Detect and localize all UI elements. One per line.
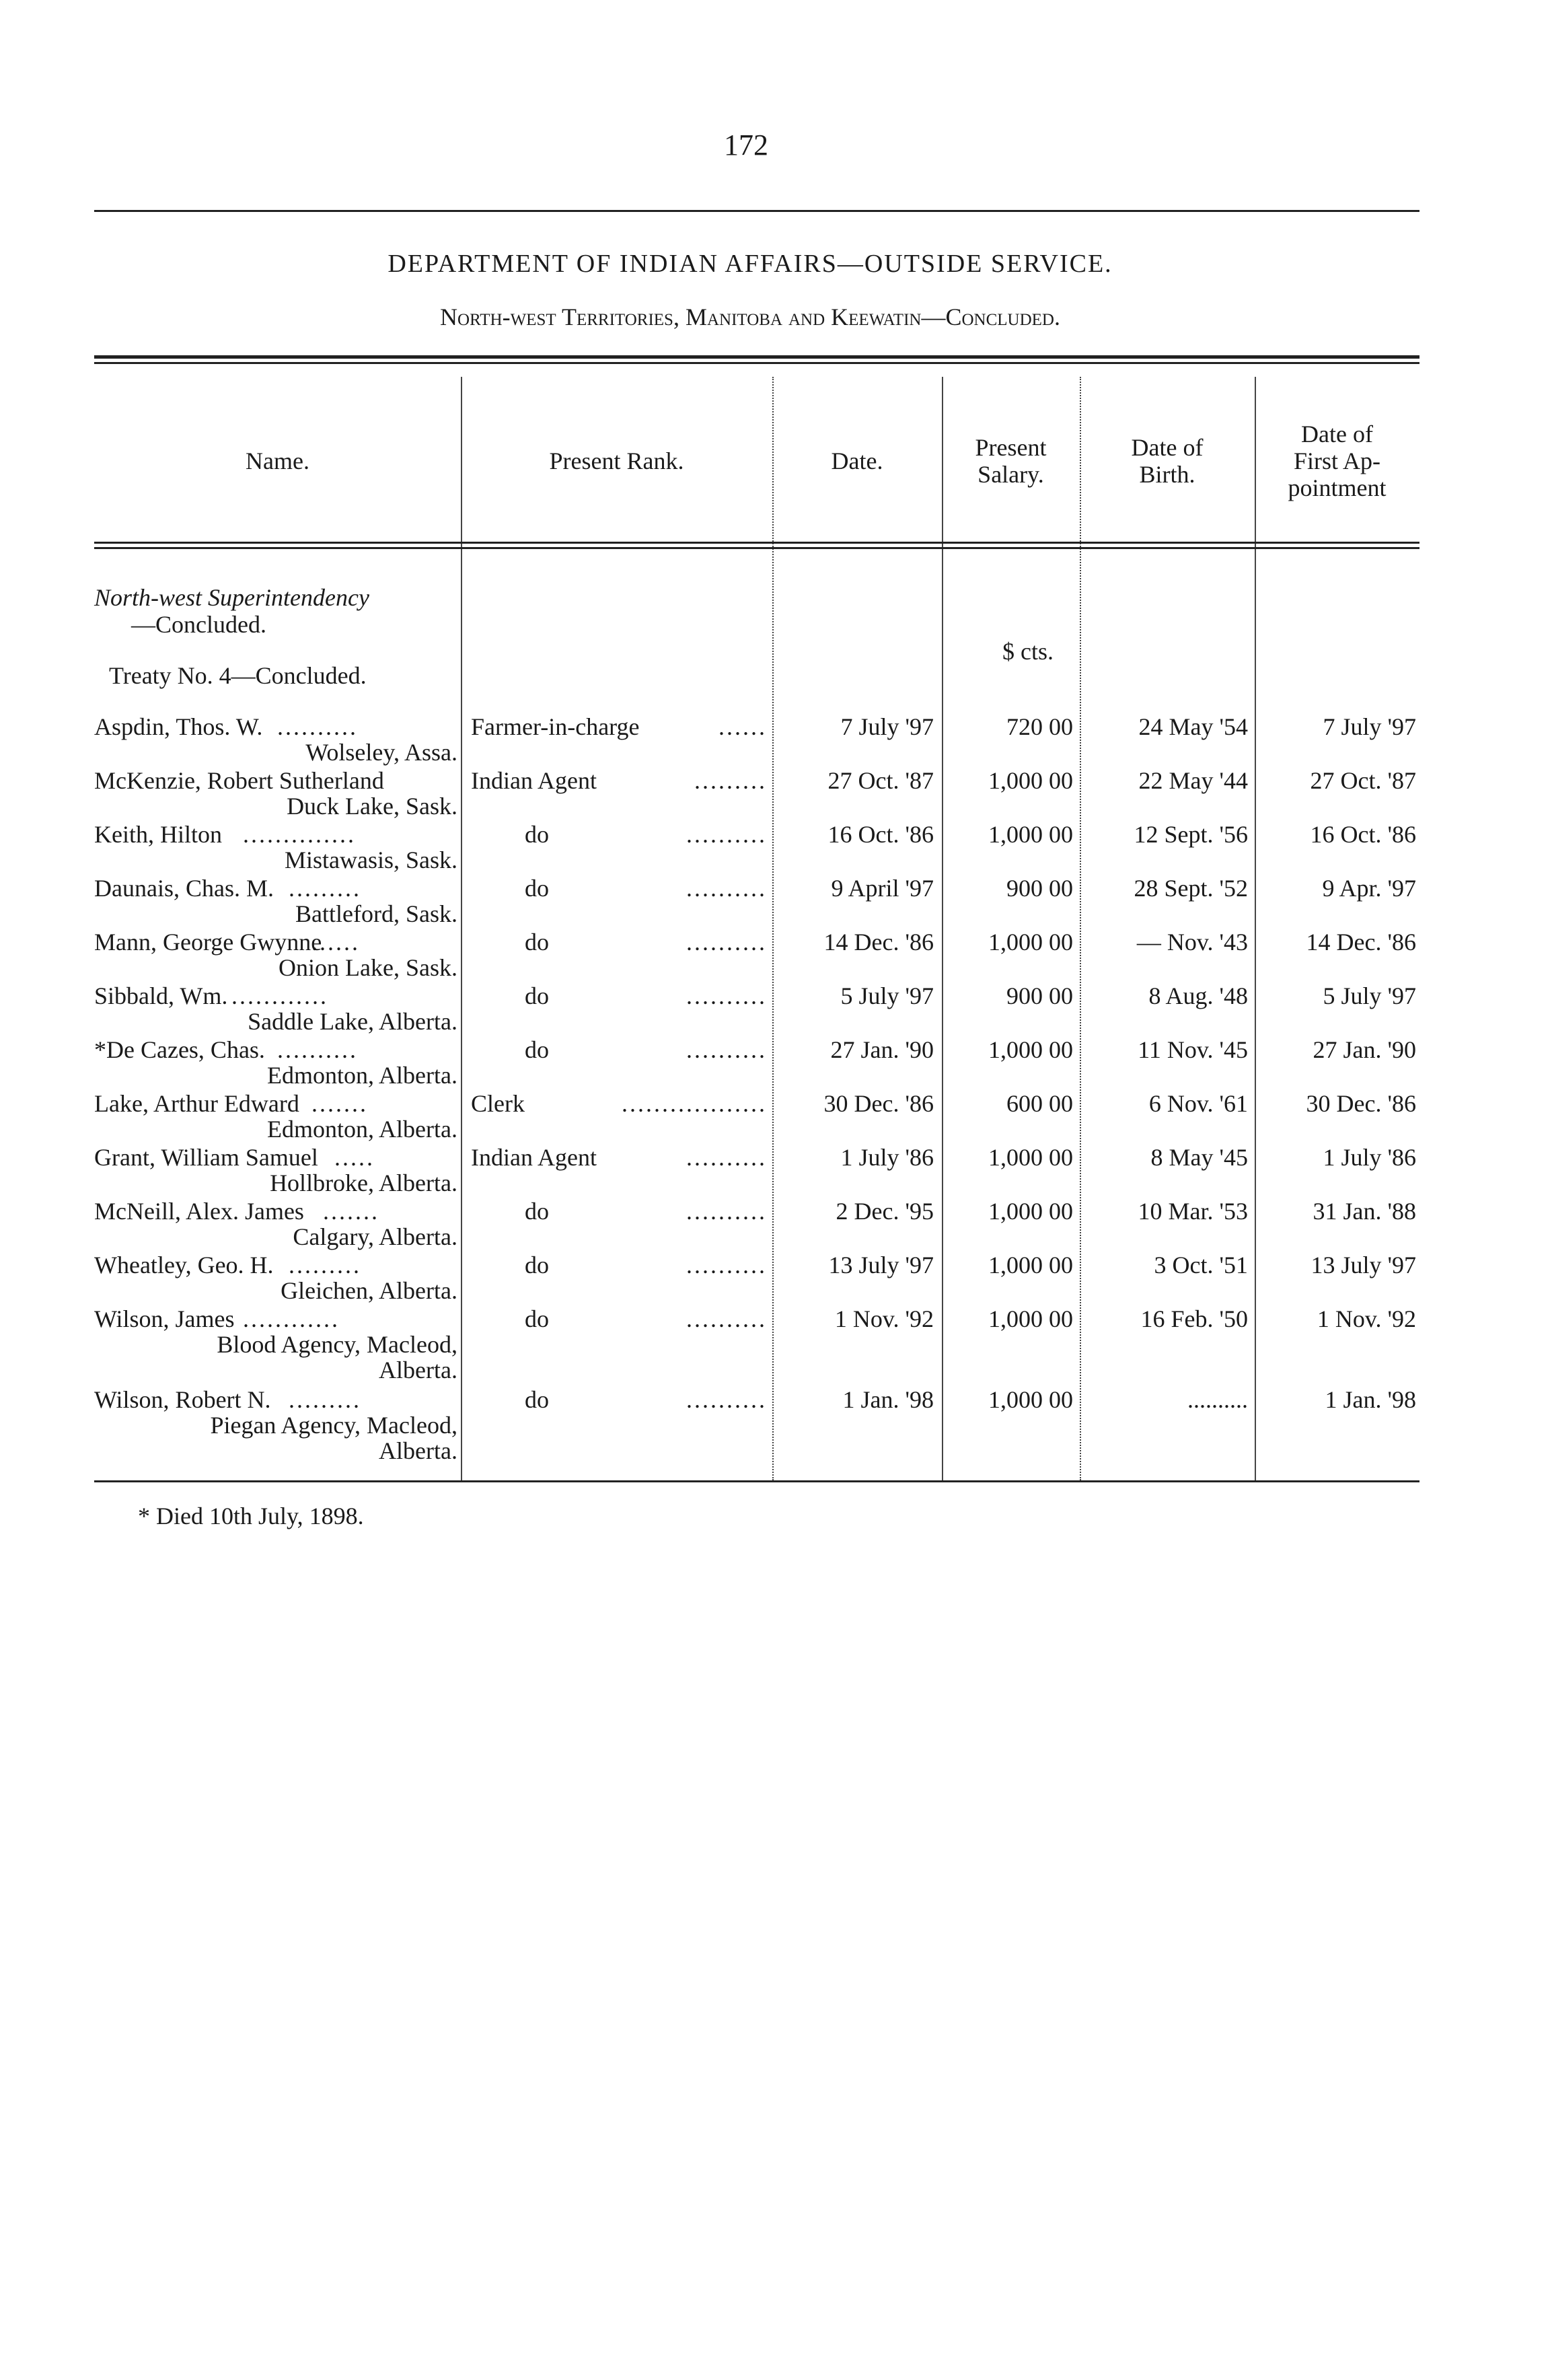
table-top-rule-thin: [94, 362, 1419, 364]
row-birth: 6 Nov. '61: [1148, 1090, 1248, 1117]
row-salary: 1,000 00: [988, 1036, 1073, 1063]
row-birth: 22 May '44: [1138, 767, 1248, 794]
header-appointment-line3: pointment: [1288, 474, 1387, 501]
row-birth: 16 Feb. '50: [1140, 1305, 1248, 1332]
row-salary: 1,000 00: [988, 767, 1073, 794]
table-bottom-rule: [94, 1480, 1419, 1482]
row-name: Daunais, Chas. M.: [94, 875, 274, 902]
row-name-leader: ......: [311, 929, 360, 955]
row-rank-leader: ..........: [686, 1252, 767, 1278]
row-salary: 600 00: [1006, 1090, 1073, 1117]
page-number: 172: [724, 129, 768, 161]
row-appointment: 9 Apr. '97: [1322, 875, 1416, 902]
row-name-leader: .....: [334, 1144, 375, 1171]
row-rank: do: [525, 1305, 549, 1332]
row-salary: 1,000 00: [988, 1144, 1073, 1171]
row-rank-leader: ..........: [686, 1198, 767, 1225]
row-place: Mistawasis, Sask.: [284, 846, 457, 873]
row-salary: 1,000 00: [988, 1252, 1073, 1278]
row-name: Wilson, James: [94, 1305, 235, 1332]
row-rank-leader: ..........: [686, 1144, 767, 1171]
header-appointment-line2: First Ap-: [1293, 447, 1381, 474]
row-salary: 1,000 00: [988, 1198, 1073, 1225]
row-rank: do: [525, 982, 549, 1009]
row-salary: 1,000 00: [988, 1386, 1073, 1413]
row-date: 2 Dec. '95: [836, 1198, 934, 1225]
row-rank-leader: ..................: [622, 1090, 767, 1117]
row-place: Blood Agency, Macleod,: [217, 1331, 457, 1358]
row-rank: do: [525, 929, 549, 955]
row-rank: Farmer-in-charge: [471, 713, 640, 740]
row-salary: 720 00: [1006, 713, 1073, 740]
row-name: Grant, William Samuel: [94, 1144, 318, 1171]
row-name-leader: ............: [231, 982, 328, 1009]
header-date: Date.: [831, 447, 883, 474]
row-appointment: 30 Dec. '86: [1306, 1090, 1416, 1117]
row-place: Battleford, Sask.: [295, 900, 457, 927]
row-rank: do: [525, 1386, 549, 1413]
table-top-rule: [94, 355, 1419, 359]
row-rank: do: [525, 875, 549, 902]
header-birth-line2: Birth.: [1139, 461, 1195, 488]
row-rank: do: [525, 1198, 549, 1225]
row-birth: 11 Nov. '45: [1138, 1036, 1248, 1063]
header-appointment-line1: Date of: [1301, 421, 1373, 447]
row-rank: Clerk: [471, 1090, 525, 1117]
row-appointment: 13 July '97: [1311, 1252, 1416, 1278]
row-salary: 1,000 00: [988, 821, 1073, 848]
row-place: Edmonton, Alberta.: [267, 1062, 457, 1089]
row-name-leader: .........: [289, 1252, 361, 1278]
section-superintendency: North-west Superintendency: [94, 584, 369, 611]
row-birth: — Nov. '43: [1136, 929, 1248, 955]
row-date: 27 Oct. '87: [827, 767, 934, 794]
row-name: Lake, Arthur Edward: [94, 1090, 299, 1117]
row-name-leader: ..........: [277, 1036, 358, 1063]
row-salary: 1,000 00: [988, 929, 1073, 955]
header-salary-line1: Present: [975, 434, 1047, 461]
row-date: 1 July '86: [840, 1144, 934, 1171]
row-place-continued: Alberta.: [379, 1437, 457, 1464]
row-appointment: 1 Nov. '92: [1317, 1305, 1416, 1332]
row-birth: 12 Sept. '56: [1134, 821, 1248, 848]
row-date: 16 Oct. '86: [827, 821, 934, 848]
row-birth: 8 May '45: [1150, 1144, 1248, 1171]
row-place: Duck Lake, Sask.: [287, 793, 457, 820]
currency-label: $ cts.: [1002, 638, 1054, 665]
header-name: Name.: [246, 447, 309, 474]
row-appointment: 7 July '97: [1323, 713, 1416, 740]
header-bottom-rule-thin: [94, 547, 1419, 549]
row-date: 1 Jan. '98: [842, 1386, 934, 1413]
row-name-leader: .........: [289, 1386, 361, 1413]
row-place: Hollbroke, Alberta.: [270, 1169, 457, 1196]
row-salary: 900 00: [1006, 982, 1073, 1009]
header-birth-line1: Date of: [1131, 434, 1204, 461]
row-salary: 1,000 00: [988, 1305, 1073, 1332]
header-bottom-rule: [94, 542, 1419, 544]
row-birth: 10 Mar. '53: [1138, 1198, 1248, 1225]
row-name: Mann, George Gwynne: [94, 929, 322, 955]
row-birth: 28 Sept. '52: [1134, 875, 1248, 902]
row-rank-leader: ..........: [686, 1386, 767, 1413]
row-place: Piegan Agency, Macleod,: [210, 1412, 457, 1439]
row-name-leader: .........: [289, 875, 361, 902]
row-birth: 24 May '54: [1138, 713, 1248, 740]
row-appointment: 14 Dec. '86: [1306, 929, 1416, 955]
row-rank-leader: .........: [694, 767, 767, 794]
header-rank: Present Rank.: [549, 447, 684, 474]
row-date: 14 Dec. '86: [823, 929, 934, 955]
row-appointment: 5 July '97: [1323, 982, 1416, 1009]
row-name: *De Cazes, Chas.: [94, 1036, 265, 1063]
row-rank-leader: ..........: [686, 821, 767, 848]
row-date: 7 July '97: [840, 713, 934, 740]
row-date: 9 April '97: [831, 875, 934, 902]
row-appointment: 31 Jan. '88: [1313, 1198, 1416, 1225]
row-name-leader: ..............: [243, 821, 356, 848]
row-appointment: 16 Oct. '86: [1310, 821, 1416, 848]
section-treaty: Treaty No. 4—Concluded.: [109, 662, 367, 689]
row-name-leader: .......: [311, 1090, 368, 1117]
row-name: Aspdin, Thos. W.: [94, 713, 263, 740]
row-rank-leader: ..........: [686, 929, 767, 955]
row-rank-leader: ..........: [686, 1036, 767, 1063]
row-rank-leader: ..........: [686, 982, 767, 1009]
row-rank-leader: ......: [718, 713, 767, 740]
row-birth: 8 Aug. '48: [1148, 982, 1248, 1009]
row-rank: do: [525, 821, 549, 848]
row-name-leader: ............: [243, 1305, 340, 1332]
row-name: McKenzie, Robert Sutherland: [94, 767, 384, 794]
row-date: 5 July '97: [840, 982, 934, 1009]
row-place: Gleichen, Alberta.: [281, 1277, 457, 1304]
top-rule: [94, 210, 1419, 212]
row-name: Sibbald, Wm.: [94, 982, 228, 1009]
row-name: McNeill, Alex. James: [94, 1198, 304, 1225]
row-salary: 900 00: [1006, 875, 1073, 902]
row-rank: do: [525, 1036, 549, 1063]
row-place: Calgary, Alberta.: [293, 1223, 457, 1250]
row-date: 30 Dec. '86: [823, 1090, 934, 1117]
row-appointment: 1 July '86: [1323, 1144, 1416, 1171]
row-place: Edmonton, Alberta.: [267, 1116, 457, 1143]
row-appointment: 1 Jan. '98: [1325, 1386, 1416, 1413]
row-birth: 3 Oct. '51: [1154, 1252, 1248, 1278]
row-place: Wolseley, Assa.: [305, 739, 457, 766]
header-salary-line2: Salary.: [977, 461, 1044, 488]
row-name: Wheatley, Geo. H.: [94, 1252, 274, 1278]
row-name: Keith, Hilton: [94, 821, 222, 848]
row-rank: Indian Agent: [471, 1144, 597, 1171]
row-rank-leader: ..........: [686, 1305, 767, 1332]
row-place: Onion Lake, Sask.: [279, 954, 457, 981]
row-rank-leader: ..........: [686, 875, 767, 902]
row-date: 1 Nov. '92: [834, 1305, 934, 1332]
row-appointment: 27 Oct. '87: [1310, 767, 1416, 794]
page-subtitle: North-west Territories, Manitoba and Keewatin—Concluded.: [440, 303, 1060, 330]
row-name-leader: ..........: [277, 713, 358, 740]
row-rank: do: [525, 1252, 549, 1278]
row-name-leader: .......: [323, 1198, 379, 1225]
row-appointment: 27 Jan. '90: [1313, 1036, 1416, 1063]
row-place: Saddle Lake, Alberta.: [248, 1008, 457, 1035]
row-rank: Indian Agent: [471, 767, 597, 794]
row-birth: ..........: [1187, 1386, 1248, 1413]
row-date: 27 Jan. '90: [830, 1036, 934, 1063]
section-concluded: —Concluded.: [131, 611, 266, 638]
page-title: DEPARTMENT OF INDIAN AFFAIRS—OUTSIDE SERVICE.: [388, 250, 1113, 278]
row-place-continued: Alberta.: [379, 1357, 457, 1383]
footnote: * Died 10th July, 1898.: [138, 1503, 364, 1529]
row-name: Wilson, Robert N.: [94, 1386, 271, 1413]
row-date: 13 July '97: [828, 1252, 934, 1278]
